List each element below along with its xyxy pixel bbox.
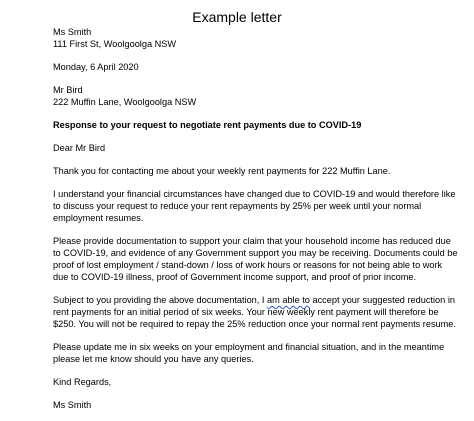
letter-date: Monday, 6 April 2020 <box>53 62 139 72</box>
grammar-flagged-phrase[interactable]: am able to <box>267 295 310 305</box>
recipient-address: 222 Muffin Lane, Woolgoolga NSW <box>53 97 197 107</box>
salutation: Dear Mr Bird <box>53 143 106 153</box>
paragraph-2-line-1: I understand your financial circumstances have changed due to COVID-19 and would therefore like <box>53 189 456 199</box>
paragraph-2-line-3: employment resumes. <box>53 213 144 223</box>
paragraph-4-line-2: rent payments for an initial period of six weeks. Your new weekly rent payment will therefore be <box>53 307 439 317</box>
paragraph-4-line-1-end: accept your suggested reduction in <box>309 295 455 305</box>
paragraph-4-line-1 <box>53 294 455 306</box>
signature-name: Ms Smith <box>53 400 92 410</box>
paragraph-3-line-1: Please provide documentation to support your claim that your household income has reduced due <box>53 236 451 246</box>
paragraph-5-line-1: Please update me in six weeks on your employment and financial situation, and in the meantime <box>53 342 445 352</box>
paragraph-1-line-1: Thank you for contacting me about your weekly rent payments for 222 Muffin Lane. <box>53 166 391 176</box>
sender-name: Ms Smith <box>53 27 92 37</box>
paragraph-3-line-4: due to COVID-19 illness, proof of Government income support, and proof of prior income. <box>53 272 417 282</box>
paragraph-3-line-3: proof of lost employment / stand-down / loss of work hours or reasons for not being able to work <box>53 260 443 270</box>
paragraph-4-line-3: $250. You will not be required to repay the 25% reduction once your normal rent payments resume. <box>53 319 456 329</box>
paragraph-4-line-1-start: Subject to you providing the above documentation, I <box>53 295 268 305</box>
document-title: Example letter <box>192 9 282 25</box>
letter-subject: Response to your request to negotiate rent payments due to COVID-19 <box>53 120 362 130</box>
paragraph-5-line-2: please let me know should you have any queries. <box>53 354 254 364</box>
recipient-name: Mr Bird <box>53 85 83 95</box>
paragraph-3-line-2: to COVID-19, and evidence of any Government support you may be receiving. Documents could be <box>53 248 458 258</box>
sender-address: 111 First St, Woolgoolga NSW <box>53 39 177 49</box>
paragraph-2-line-2: to discuss your request to reduce your rent repayments by 25% per week until your normal <box>53 201 422 211</box>
closing: Kind Regards, <box>53 377 112 387</box>
